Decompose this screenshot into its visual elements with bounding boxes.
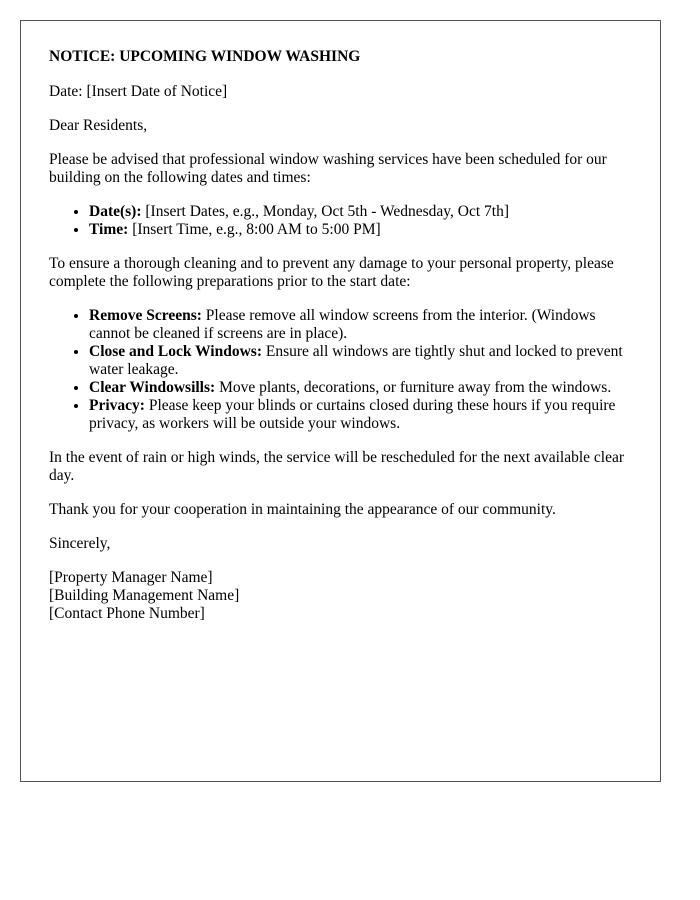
closing: Sincerely, bbox=[49, 535, 111, 552]
prep-item bbox=[89, 343, 632, 379]
manager-name: [Property Manager Name] bbox=[49, 569, 213, 586]
item-label: Close and Lock Windows: bbox=[89, 343, 262, 360]
contact-phone: [Contact Phone Number] bbox=[49, 605, 205, 622]
schedule-item bbox=[89, 203, 632, 221]
item-text: Move plants, decorations, or furniture away from the windows. bbox=[215, 379, 612, 396]
date-line: Date: [Insert Date of Notice] bbox=[49, 83, 228, 100]
item-text: Please keep your blinds or curtains closed during these hours if you require privacy, as workers will be outside your windows. bbox=[89, 397, 616, 432]
notice-document bbox=[20, 20, 661, 782]
prep-intro-paragraph: To ensure a thorough cleaning and to prevent any damage to your personal property, please complete the following preparations prior to the start date: bbox=[49, 255, 614, 290]
item-text: [Insert Dates, e.g., Monday, Oct 5th - Wednesday, Oct 7th] bbox=[141, 203, 510, 220]
item-text: Ensure all windows are tightly shut and locked to prevent water leakage. bbox=[89, 343, 623, 378]
salutation: Dear Residents, bbox=[49, 117, 148, 134]
item-label: Time: bbox=[89, 221, 129, 238]
notice-title: NOTICE: UPCOMING WINDOW WASHING bbox=[49, 48, 361, 65]
management-name: [Building Management Name] bbox=[49, 587, 240, 604]
prep-item bbox=[89, 397, 632, 433]
schedule-list bbox=[49, 203, 632, 239]
prep-item bbox=[89, 307, 632, 343]
intro-paragraph: Please be advised that professional window washing services have been scheduled for our building on the following dates and times: bbox=[49, 151, 607, 186]
thanks-paragraph: Thank you for your cooperation in maintaining the appearance of our community. bbox=[49, 501, 556, 518]
item-label: Clear Windowsills: bbox=[89, 379, 216, 396]
item-label: Remove Screens: bbox=[89, 307, 202, 324]
preparations-list bbox=[49, 307, 632, 433]
signature-block bbox=[49, 569, 632, 623]
item-text: Please remove all window screens from the interior. (Windows cannot be cleaned if screens are in place). bbox=[89, 307, 596, 342]
prep-item bbox=[89, 379, 632, 397]
item-text: [Insert Time, e.g., 8:00 AM to 5:00 PM] bbox=[128, 221, 381, 238]
schedule-item bbox=[89, 221, 632, 239]
item-label: Privacy: bbox=[89, 397, 145, 414]
item-label: Date(s): bbox=[89, 203, 142, 220]
weather-paragraph: In the event of rain or high winds, the service will be rescheduled for the next available clear day. bbox=[49, 449, 624, 484]
